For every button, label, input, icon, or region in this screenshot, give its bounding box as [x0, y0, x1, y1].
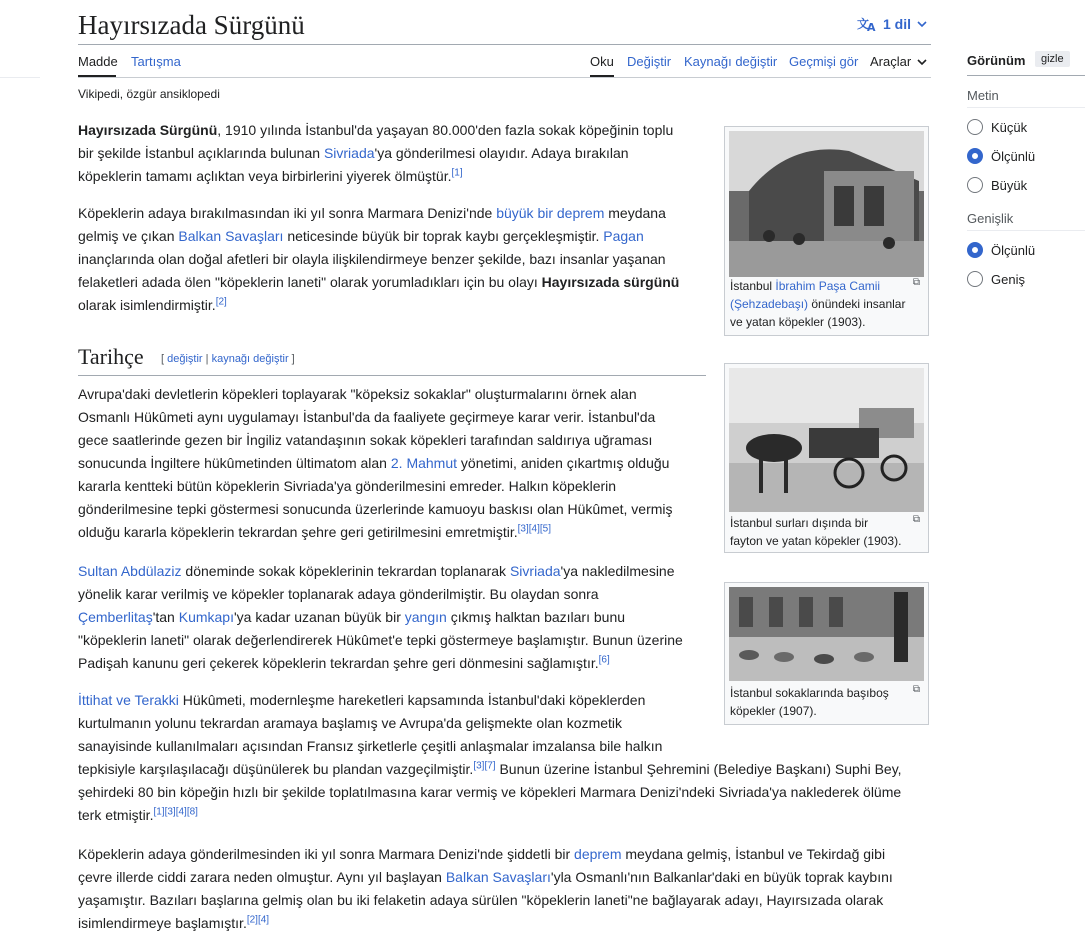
citation[interactable]: [3][7]	[473, 760, 496, 772]
intro-paragraph-2: Köpeklerin adaya bırakılmasından iki yıl sonra Marmara Denizi'nde büyük bir deprem meydana gelmiş ve çıkan Balkan Savaşları neticesinde büyük bir toprak kaybı gerçekleşmiştir. Pagan inançlarında olan doğal afetleri bir olayla ilişkilendirmeye benzer şekilde, bazı insanlar yaşanan felaketleri adada ölen "köpeklerin laneti" olarak yorumladıkları için bu olayı Hayırsızada sürgünü olarak isimlendirmiştir.[2]	[78, 205, 680, 313]
link-cemberlitas[interactable]: Çemberlitaş	[78, 609, 153, 625]
figure-caption: İstanbul surları dışında bir fayton ve yatan köpekler (1903).	[730, 516, 902, 548]
intro-paragraph-1: Hayırsızada Sürgünü, 1910 yılında İstanbul'da yaşayan 80.000'den fazla sokak köpeğinin toplu bir şekilde İstanbul açıklarında bulunan Sivriada'ya gönderilmesi olayıdır. Adaya bırakılan köpeklerin tamamı açlıktan veya birbirlerini yiyerek ölmüştür.[1]	[78, 122, 674, 184]
site-tagline: Vikipedi, özgür ansiklopedi	[78, 87, 220, 101]
section-divider	[78, 375, 706, 376]
link-sehzadebasi[interactable]: (Şehzadebaşı)	[730, 297, 809, 311]
text-size-large[interactable]: Büyük	[967, 177, 1027, 193]
panel-divider	[967, 75, 1085, 76]
link-balkan-wars[interactable]: Balkan Savaşları	[445, 869, 551, 885]
section-heading: Tarihçe	[78, 344, 144, 369]
panel-divider	[967, 107, 1085, 108]
link-earthquake[interactable]: büyük bir deprem	[496, 205, 605, 221]
svg-text:A: A	[867, 21, 876, 32]
bold-term: Hayırsızada Sürgünü	[78, 122, 218, 138]
history-paragraph-1: Avrupa'daki devletlerin köpekleri toplayarak "köpeksiz sokaklar" oluşturmalarını örnek alan Osmanlı Hükûmeti aynı uygulamayı İstanbul'da da faaliyete geçirmeye karar verir. İstanbul'da gece saatlerinde gezen bir İngiliz vatandaşının sokak köpekleri tarafından saldırıya uğraması sonucunda İngiltere hükûmetinden ültimatom alan 2. Mahmut yönetimi, aniden çıkartmış olduğu kararla kentteki bütün köpeklerin Sivriada'ya gönderilmesini emreder. Halkın köpeklerin gönderilmesine tepki göstermesi sonucunda üzerlerinde kamuoyu baskısı olan Hükûmet, vermiş olduğu kararla köpeklerin tekrardan şehre geri getirilmesini emretmiştir.[3][4][5]	[78, 386, 673, 540]
tab-edit[interactable]: Değiştir	[627, 54, 672, 69]
photo-phaeton[interactable]	[729, 368, 924, 512]
tab-edit-source[interactable]: Kaynağı değiştir	[684, 54, 778, 69]
title-divider	[78, 44, 931, 45]
language-button[interactable]	[857, 16, 927, 32]
chevron-down-icon	[917, 20, 927, 28]
photo-stray-dogs[interactable]	[729, 587, 924, 681]
expand-icon[interactable]: ⧉	[912, 684, 920, 695]
text-size-label: Metin	[967, 88, 999, 103]
appearance-heading: Görünüm	[967, 53, 1026, 68]
left-divider	[0, 77, 40, 78]
link-sivriada[interactable]: Sivriada	[509, 563, 561, 579]
tab-history[interactable]: Geçmişi gör	[789, 54, 859, 69]
width-standard[interactable]: Ölçünlü	[967, 242, 1035, 258]
citation[interactable]: [1]	[451, 167, 463, 179]
hide-button[interactable]: gizle	[1035, 51, 1070, 67]
radio-button[interactable]	[967, 271, 983, 287]
citation[interactable]: [1][3][4][8]	[153, 806, 198, 818]
link-sivriada[interactable]: Sivriada	[323, 145, 375, 161]
radio-button-selected[interactable]	[967, 242, 983, 258]
tab-talk[interactable]: Tartışma	[131, 54, 181, 69]
citation[interactable]: [2][4]	[246, 914, 270, 926]
expand-icon[interactable]: ⧉	[912, 277, 920, 288]
link-balkan-wars[interactable]: Balkan Savaşları	[178, 228, 284, 244]
width-label: Genişlik	[967, 211, 1014, 226]
panel-divider	[967, 230, 1085, 231]
text-size-standard[interactable]: Ölçünlü	[967, 148, 1035, 164]
history-paragraph-2: Sultan Abdülaziz döneminde sokak köpeklerinin tekrardan toplanarak Sivriada'ya nakledilmesine yönelik karar verilmiş ve köpekler toplanarak adaya gönderilmiştir. Bu olaydan sonra Çemberlitaş'tan Kumkapı'ya kadar uzanan büyük bir yangın çıkmış halktan bazıları bunu "köpeklerin laneti" olarak değerlendirerek Hükûmet'e tepki göstermeye başlamıştır. Bunun üzerine Padişah kanunu geri çekerek köpeklerin tekrardan şehre geri dönmesini sağlamıştır.[6]	[78, 563, 683, 671]
svg-text:文: 文	[857, 17, 870, 31]
text-size-small[interactable]: Küçük	[967, 119, 1027, 135]
width-wide[interactable]: Geniş	[967, 271, 1025, 287]
section-edit-source-link[interactable]: kaynağı değiştir	[211, 353, 289, 365]
history-paragraph-3: İttihat ve Terakki Hükûmeti, modernleşme hareketleri kapsamında İstanbul'daki köpeklerden kurtulmanın yolunu tekrardan aramaya başlamış ve Avrupa'da gelişmekte olan kozmetik sanayisinde kullanılmaları açısından Fransız şirketlerle çeşitli anlaşmalar imzalansa bile halkın tepkisiyle karşılaşılacağı düşünülerek bu plandan vazgeçilmiştir.[3][7] Bunun üzerine İstanbul Şehremini (Belediye Başkanı) Suphi Bey, şehirdeki 80 bin köpeğin hızlı bir şekilde toplatılmasına karar vermiş ve köpekleri Marmara Denizi'ndeki Sivriada'ya naklederek ölüme terk etmiştir.[1][3][4][8]	[78, 692, 902, 823]
chevron-down-icon	[917, 58, 927, 66]
figure-stray-dogs	[724, 582, 929, 725]
radio-button[interactable]	[967, 177, 983, 193]
photo-mosque[interactable]	[729, 131, 924, 277]
link-fire[interactable]: yangın	[404, 609, 447, 625]
expand-icon[interactable]: ⧉	[912, 514, 920, 525]
translate-icon	[857, 16, 877, 32]
tab-read[interactable]: Oku	[590, 54, 614, 69]
section-edit-link[interactable]: değiştir	[167, 353, 203, 365]
language-count: 1 dil	[883, 16, 912, 32]
link-ibrahim-pasa-mosque[interactable]: İbrahim Paşa Camii	[775, 279, 881, 293]
figure-caption: İstanbul İbrahim Paşa Camii (Şehzadebaşı) önündeki insanlar ve yatan köpekler (1903).	[730, 279, 906, 329]
link-pagan[interactable]: Pagan	[603, 228, 644, 244]
figure-phaeton	[724, 363, 929, 553]
figure-caption: İstanbul sokaklarında başıboş köpekler (1907).	[730, 686, 889, 718]
link-kumkapi[interactable]: Kumkapı	[178, 609, 234, 625]
radio-button[interactable]	[967, 119, 983, 135]
bold-term: Hayırsızada sürgünü	[541, 274, 680, 290]
page-title: Hayırsızada Sürgünü	[78, 10, 305, 40]
tabs-divider	[78, 77, 931, 78]
citation[interactable]: [6]	[598, 654, 610, 666]
tab-article[interactable]: Madde	[78, 54, 118, 69]
link-mahmut[interactable]: 2. Mahmut	[390, 455, 458, 471]
citation[interactable]: [2]	[215, 296, 227, 308]
link-ittihat[interactable]: İttihat ve Terakki	[78, 692, 179, 708]
history-paragraph-4: Köpeklerin adaya gönderilmesinden iki yıl sonra Marmara Denizi'nde şiddetli bir deprem meydana gelmiş, İstanbul ve Tekirdağ gibi çevre illerde ciddi zarara neden olmuştur. Aynı yıl başlayan Balkan Savaşları'yla Osmanlı'nın Balkanlar'daki en büyük toprak kaybını yaşamıştır. Bazıları başlarına gelmiş olan bu iki felaketin adaya sürülen "köpeklerin laneti"ne bağlayarak adayı, Hayırsızada olarak isimlendirmeye başlamıştır.[2][4]	[78, 846, 893, 931]
citation[interactable]: [3][4][5]	[517, 523, 551, 535]
tools-menu[interactable]	[870, 54, 927, 69]
tools-label: Araçlar	[870, 54, 912, 69]
figure-mosque	[724, 126, 929, 336]
link-earthquake[interactable]: deprem	[574, 846, 622, 862]
section-edit-links: [ değiştir | kaynağı değiştir ]	[161, 353, 295, 365]
radio-button-selected[interactable]	[967, 148, 983, 164]
link-abdulaziz[interactable]: Sultan Abdülaziz	[78, 563, 182, 579]
